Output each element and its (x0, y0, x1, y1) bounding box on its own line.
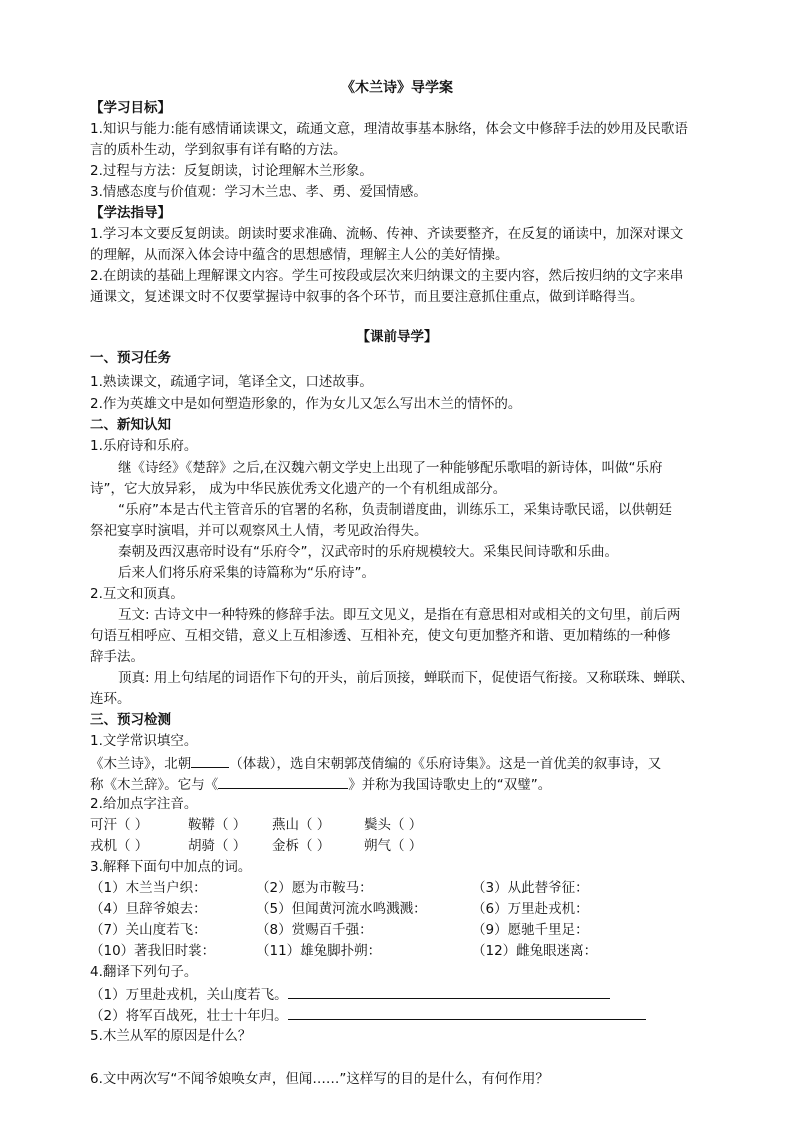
paragraph-line: 诗”，它大放异彩， 成为中华民族优秀文化遗产的一个有机组成部分。 (90, 481, 507, 497)
question-3: 3.解释下面句中加点的词。 (90, 859, 252, 875)
goal-line: 2.过程与方法：反复朗读，讨论理解木兰形象。 (90, 163, 373, 179)
method-line: 1.学习本文要反复朗读。朗读时要求准确、流畅、传神、齐读要整齐，在反复的诵读中，加深对课文 (90, 226, 684, 242)
pinyin-item[interactable]: 戎机（ ） (90, 838, 149, 854)
word-item[interactable]: （4）旦辞爷娘去： (90, 901, 207, 917)
translate-line (90, 1004, 646, 1026)
question-2: 2.给加点字注音。 (90, 796, 198, 812)
translate-line (90, 983, 610, 1005)
pinyin-item[interactable]: 朔气（ ） (364, 838, 423, 854)
goal-line: 言的质朴生动，学到叙事有详有略的方法。 (90, 142, 347, 158)
pinyin-item[interactable]: 金柝（ ） (272, 838, 331, 854)
paragraph-line: 顶真: 用上句结尾的词语作下句的开头，前后顶接，蝉联而下，促使语气衔接。又称联珠、蝉联、 (118, 670, 694, 686)
paragraph-line: 句语互相呼应、互相交错，意义上互相渗透、互相补充，使文句更加整齐和谐、更加精练的一种修 (90, 628, 671, 644)
section2-heading: 二、新知认知 (90, 417, 171, 433)
question-text: （体裁），选自宋朝郭茂倩编的《乐府诗集》。这是一首优美的叙事诗，又 (229, 756, 662, 772)
translation-blank[interactable] (288, 1004, 646, 1020)
pinyin-item[interactable]: 胡骑（ ） (188, 838, 247, 854)
paragraph-line: 继《诗经》《楚辞》之后,在汉魏六朝文学史上出现了一种能够配乐歌唱的新诗体，叫做“乐府 (118, 460, 663, 476)
section3-heading: 三、预习检测 (90, 712, 171, 728)
pinyin-item[interactable]: 鞍鞯（ ） (188, 817, 247, 833)
paragraph-line: 连环。 (90, 691, 131, 707)
poem-name-blank[interactable] (218, 773, 348, 789)
word-item[interactable]: （2）愿为市鞍马： (256, 880, 373, 896)
pre-study-heading: 【课前导学】 (356, 329, 438, 345)
question-text: 称《木兰辞》。它与《 (90, 777, 219, 793)
goal-line: 1.知识与能力:能有感情诵读课文，疏通文意，理清故事基本脉络，体会文中修辞手法的妙用及民歌语 (90, 121, 688, 137)
question-6: 6.文中两次写“不闻爷娘唤女声，但闻……”这样写的目的是什么，有何作用？ (90, 1071, 549, 1087)
paragraph-line: 后来人们将乐府采集的诗篇称为“乐府诗”。 (118, 565, 375, 581)
task-line: 2.作为英雄文中是如何塑造形象的，作为女儿又怎么写出木兰的情怀的。 (90, 396, 522, 412)
question-1-line-a (90, 752, 661, 774)
word-item[interactable]: （11）雄兔脚扑朔： (256, 943, 382, 959)
paragraph-line: “乐府”本是古代主管音乐的官署的名称，负责制谱度曲，训练乐工，采集诗歌民谣，以供朝廷 (118, 502, 672, 518)
sentence: （1）万里赴戎机，关山度若飞。 (90, 987, 288, 1003)
translation-blank[interactable] (288, 983, 610, 999)
question-1-line-b (90, 773, 551, 795)
page-title: 《木兰诗》导学案 (341, 80, 453, 96)
method-heading: 【学法指导】 (90, 205, 171, 221)
method-line: 2.在朗读的基础上理解课文内容。学生可按段或层次来归纳课文的主要内容，然后按归纳的文字来串 (90, 268, 684, 284)
genre-blank[interactable] (191, 752, 229, 768)
word-item[interactable]: （5）但闻黄河流水鸣溅溅： (256, 901, 427, 917)
word-item[interactable]: （10）著我旧时裳： (90, 943, 216, 959)
section1-heading: 一、预习任务 (90, 350, 171, 366)
word-item[interactable]: （3）从此替爷征： (472, 880, 589, 896)
subheading-huwen: 2.互文和顶真。 (90, 586, 184, 602)
question-4: 4.翻译下列句子。 (90, 964, 198, 980)
task-line: 1.熟读课文，疏通字词，笔译全文，口述故事。 (90, 374, 373, 390)
subheading-yuefu: 1.乐府诗和乐府。 (90, 438, 198, 454)
goals-heading: 【学习目标】 (90, 100, 171, 116)
pinyin-item[interactable]: 鬓头（ ） (364, 817, 423, 833)
pinyin-item[interactable]: 可汗（ ） (90, 817, 149, 833)
word-item[interactable]: （7）关山度若飞： (90, 922, 207, 938)
paragraph-line: 祭祀宴享时演唱，并可以观察风土人情，考见政治得失。 (90, 523, 428, 539)
word-item[interactable]: （9）愿驰千里足： (472, 922, 589, 938)
question-text: 《木兰诗》，北朝 (90, 756, 192, 772)
paragraph-line: 互文: 古诗文中一种特殊的修辞手法。即互文见义，是指在有意思相对或相关的文句里，前后两 (118, 607, 681, 623)
paragraph-line: 辞手法。 (90, 649, 144, 665)
method-line: 通课文，复述课文时不仅要掌握诗中叙事的各个环节，而且要注意抓住重点，做到详略得当。 (90, 289, 644, 305)
question-5: 5.木兰从军的原因是什么？ (90, 1028, 252, 1044)
word-item[interactable]: （6）万里赴戎机： (472, 901, 589, 917)
question-1: 1.文学常识填空。 (90, 733, 198, 749)
method-line: 的理解，从而深入体会诗中蕴含的思想感情，理解主人公的美好情操。 (90, 247, 509, 263)
word-item[interactable]: （1）木兰当户织： (90, 880, 207, 896)
pinyin-item[interactable]: 燕山（ ） (272, 817, 331, 833)
sentence: （2）将军百战死，壮士十年归。 (90, 1008, 288, 1024)
question-text: 》并称为我国诗歌史上的“双璧”。 (348, 777, 552, 793)
goal-line: 3.情感态度与价值观：学习木兰忠、孝、勇、爱国情感。 (90, 184, 427, 200)
word-item[interactable]: （8）赏赐百千强： (256, 922, 373, 938)
paragraph-line: 秦朝及西汉惠帝时设有“乐府令”，汉武帝时的乐府规模较大。采集民间诗歌和乐曲。 (118, 544, 618, 560)
word-item[interactable]: （12）雌兔眼迷离： (472, 943, 598, 959)
